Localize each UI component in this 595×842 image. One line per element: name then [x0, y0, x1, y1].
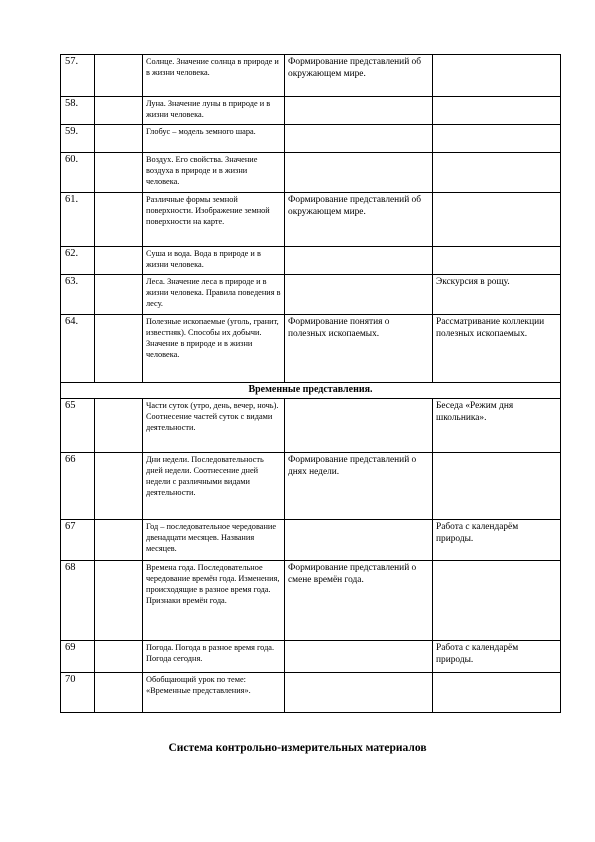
lesson-number: 57.	[61, 55, 95, 97]
lesson-activity	[433, 561, 561, 641]
lesson-activity: Работа с календарём природы.	[433, 520, 561, 561]
lesson-aim	[285, 97, 433, 125]
lesson-activity: Экскурсия в рощу.	[433, 275, 561, 315]
lesson-topic: Суша и вода. Вода в природе и в жизни человека.	[143, 247, 285, 275]
lesson-aim	[285, 399, 433, 453]
lesson-number: 60.	[61, 153, 95, 193]
hours-cell	[95, 561, 143, 641]
lesson-aim	[285, 641, 433, 673]
lesson-aim: Формирование представлений о смене времён года.	[285, 561, 433, 641]
lesson-aim	[285, 153, 433, 193]
lesson-number: 67	[61, 520, 95, 561]
lesson-topic: Различные формы земной поверхности. Изображение земной поверхности на карте.	[143, 193, 285, 247]
hours-cell	[95, 673, 143, 713]
hours-cell	[95, 247, 143, 275]
lesson-number: 59.	[61, 125, 95, 153]
lesson-aim	[285, 673, 433, 713]
table-row	[61, 97, 561, 125]
lesson-topic: Солнце. Значение солнца в природе и в жизни человека.	[143, 55, 285, 97]
lesson-number: 58.	[61, 97, 95, 125]
lesson-topic: Полезные ископаемые (уголь, гранит, известняк). Способы их добычи. Значение в природе и в жизни человека.	[143, 315, 285, 383]
lesson-topic: Леса. Значение леса в природе и в жизни человека. Правила поведения в лесу.	[143, 275, 285, 315]
lesson-topic: Части суток (утро, день, вечер, ночь). Соотнесение частей суток с видами деятельности.	[143, 399, 285, 453]
table-row	[61, 125, 561, 153]
lesson-number: 65	[61, 399, 95, 453]
table-row	[61, 453, 561, 520]
lesson-activity	[433, 453, 561, 520]
table-row	[61, 55, 561, 97]
lesson-number: 63.	[61, 275, 95, 315]
hours-cell	[95, 125, 143, 153]
lesson-aim: Формирование представлений о днях недели.	[285, 453, 433, 520]
lesson-activity: Беседа «Режим дня школьника».	[433, 399, 561, 453]
lesson-topic: Времена года. Последовательное чередование времён года. Изменения, происходящие в разное время года. Признаки времён года.	[143, 561, 285, 641]
table-row	[61, 275, 561, 315]
table-row	[61, 247, 561, 275]
lesson-number: 61.	[61, 193, 95, 247]
lesson-topic: Год – последовательное чередование двенадцати месяцев. Названия месяцев.	[143, 520, 285, 561]
lesson-aim	[285, 275, 433, 315]
section-header-row	[61, 383, 561, 399]
hours-cell	[95, 315, 143, 383]
hours-cell	[95, 641, 143, 673]
table-row	[61, 561, 561, 641]
table-row	[61, 315, 561, 383]
lesson-aim: Формирование представлений об окружающем мире.	[285, 55, 433, 97]
hours-cell	[95, 453, 143, 520]
table-row	[61, 153, 561, 193]
lesson-number: 66	[61, 453, 95, 520]
hours-cell	[95, 275, 143, 315]
section-title: Система контрольно-измерительных материалов	[168, 742, 427, 754]
lesson-topic: Погода. Погода в разное время года. Погода сегодня.	[143, 641, 285, 673]
table-row	[61, 399, 561, 453]
lesson-aim	[285, 520, 433, 561]
lesson-activity	[433, 55, 561, 97]
lesson-topic: Глобус – модель земного шара.	[143, 125, 285, 153]
lesson-number: 68	[61, 561, 95, 641]
lesson-activity	[433, 153, 561, 193]
lesson-number: 62.	[61, 247, 95, 275]
table-row	[61, 673, 561, 713]
lesson-topic: Воздух. Его свойства. Значение воздуха в природе и в жизни человека.	[143, 153, 285, 193]
lesson-number: 64.	[61, 315, 95, 383]
lesson-activity	[433, 125, 561, 153]
lesson-activity: Работа с календарём природы.	[433, 641, 561, 673]
section-header: Временные представления.	[61, 383, 561, 399]
lesson-aim	[285, 125, 433, 153]
lesson-aim	[285, 247, 433, 275]
hours-cell	[95, 193, 143, 247]
table-row	[61, 641, 561, 673]
hours-cell	[95, 520, 143, 561]
lesson-activity	[433, 97, 561, 125]
lesson-activity	[433, 673, 561, 713]
lesson-aim: Формирование представлений об окружающем мире.	[285, 193, 433, 247]
lesson-topic: Луна. Значение луны в природе и в жизни человека.	[143, 97, 285, 125]
lesson-plan-body	[61, 55, 561, 713]
table-row	[61, 520, 561, 561]
lesson-activity: Рассматривание коллекции полезных ископаемых.	[433, 315, 561, 383]
lesson-activity	[433, 193, 561, 247]
lesson-topic: Дни недели. Последовательность дней недели. Соотнесение дней недели с различными видами деятельности.	[143, 453, 285, 520]
hours-cell	[95, 97, 143, 125]
hours-cell	[95, 153, 143, 193]
lesson-number: 70	[61, 673, 95, 713]
lesson-plan-table	[60, 54, 561, 713]
lesson-topic: Обобщающий урок по теме: «Временные представления».	[143, 673, 285, 713]
lesson-activity	[433, 247, 561, 275]
lesson-aim: Формирование понятия о полезных ископаемых.	[285, 315, 433, 383]
hours-cell	[95, 399, 143, 453]
lesson-number: 69	[61, 641, 95, 673]
hours-cell	[95, 55, 143, 97]
table-row	[61, 193, 561, 247]
